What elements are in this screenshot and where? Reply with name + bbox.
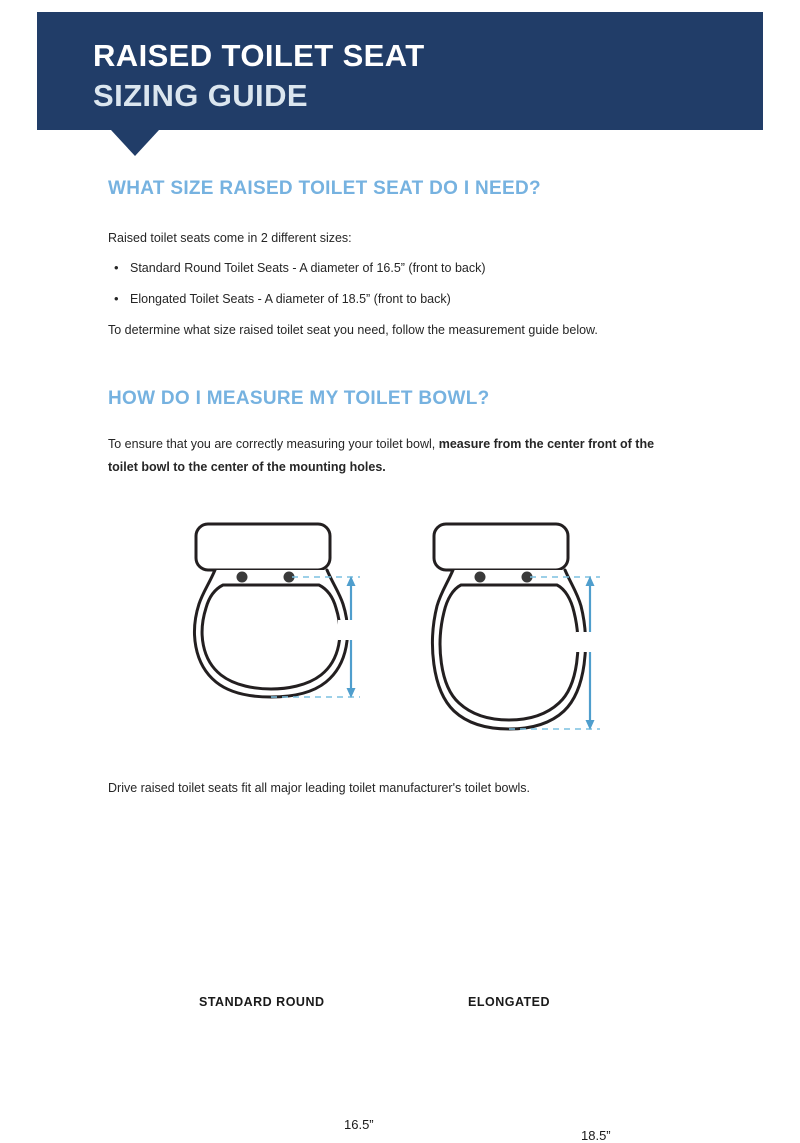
measure-paragraph-bold: measure from the center front of the toilet bowl to the center of the mounting holes. bbox=[108, 437, 655, 475]
diagram-label-elongated: ELONGATED bbox=[468, 995, 551, 1009]
banner-title-line1: RAISED TOILET SEAT bbox=[93, 38, 425, 73]
bowl-inner-rim-round bbox=[202, 585, 340, 689]
tank-outline-round bbox=[196, 524, 330, 570]
diagram-label-standard-round: STANDARD ROUND bbox=[199, 995, 325, 1009]
list-item: • Elongated Toilet Seats - A diameter of 18.5” (front to back) bbox=[108, 290, 708, 309]
determine-paragraph: To determine what size raised toilet seat you need, follow the measurement guide below. bbox=[108, 323, 598, 337]
size-bullet-list bbox=[108, 259, 708, 321]
dimension-label-backdrop-elongated bbox=[576, 632, 620, 652]
measure-paragraph bbox=[108, 433, 674, 479]
dimension-value-standard-round: 16.5” bbox=[344, 1117, 374, 1132]
header-banner bbox=[0, 0, 800, 160]
dimension-arrowhead-bottom-round bbox=[347, 688, 356, 698]
section-heading-what-size: WHAT SIZE RAISED TOILET SEAT DO I NEED? bbox=[108, 178, 541, 199]
round-bowl-diagram bbox=[195, 524, 380, 698]
footer-note: Drive raised toilet seats fit all major leading toilet manufacturer's toilet bowls. bbox=[108, 780, 531, 795]
intro-paragraph: Raised toilet seats come in 2 different sizes: bbox=[108, 231, 352, 245]
measure-paragraph-normal: To ensure that you are correctly measuring your toilet bowl, bbox=[108, 437, 439, 451]
elongated-bowl-diagram bbox=[433, 524, 620, 730]
mounting-hole-left-elongated bbox=[475, 572, 486, 583]
toilet-bowl-illustrations bbox=[0, 492, 800, 742]
callout-pointer-icon bbox=[111, 130, 159, 156]
banner-title-line2: SIZING GUIDE bbox=[93, 78, 308, 113]
tank-outline-elongated bbox=[434, 524, 568, 570]
dimension-value-elongated: 18.5” bbox=[581, 1128, 611, 1143]
mounting-hole-left-round bbox=[237, 572, 248, 583]
list-item: • Standard Round Toilet Seats - A diameter of 16.5” (front to back) bbox=[108, 259, 708, 278]
section-heading-how-to-measure: HOW DO I MEASURE MY TOILET BOWL? bbox=[108, 388, 490, 409]
dimension-label-backdrop-round bbox=[338, 620, 380, 640]
bowl-inner-rim-elongated bbox=[440, 585, 578, 720]
